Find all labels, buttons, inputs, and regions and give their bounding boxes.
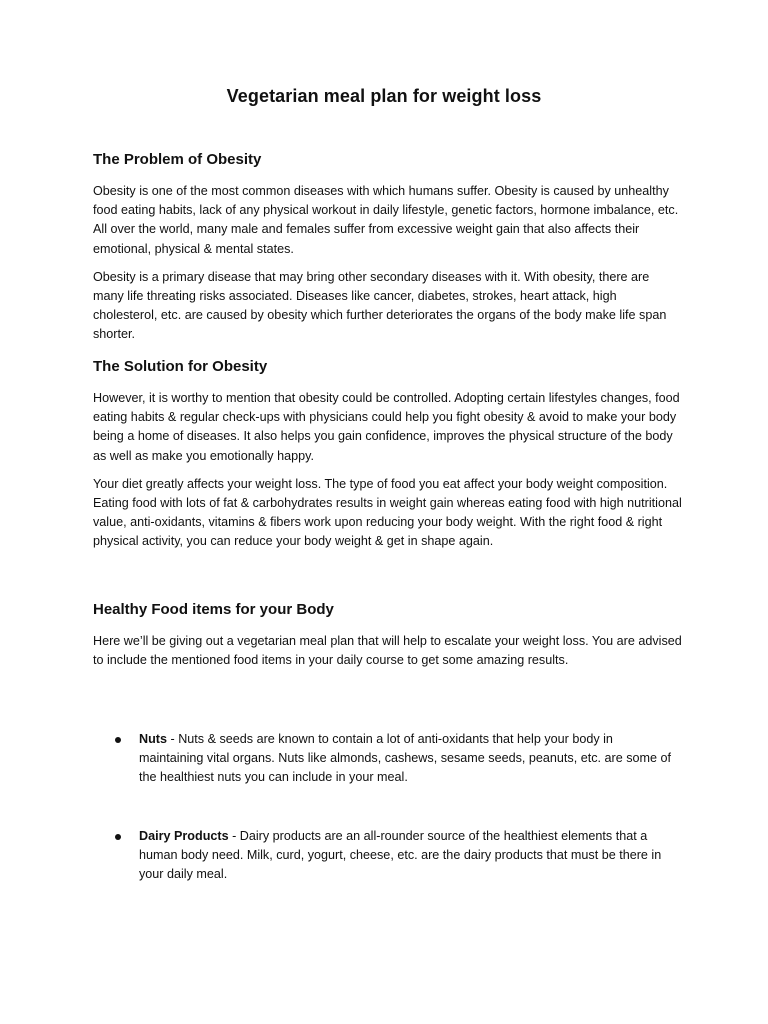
paragraph: Your diet greatly affects your weight loss. The type of food you eat affect your body weight composition. Eating food with lots of fat & carbohydrates results in weight gain whereas eating food with high nutritional value, anti-oxidants, vitamins & fibers work upon reducing your body weight. With the right food & right physical activity, you can reduce your body weight & get in shape again. bbox=[93, 476, 682, 549]
list-item-nuts bbox=[115, 730, 675, 788]
paragraph: Obesity is a primary disease that may bring other secondary diseases with it. With obesity, there are many life threating risks associated. Diseases like cancer, diabetes, strokes, heart attack, high cholesterol, etc. are caused by obesity which further deteriorates the organs of the body make life span shorter. bbox=[93, 269, 667, 342]
list-item-term: Dairy Products bbox=[139, 829, 229, 843]
list-item-description: - Dairy products are an all-rounder source of the healthiest elements that a human body need. Milk, curd, yogurt, cheese, etc. are the dairy products that must be there in your daily meal. bbox=[139, 829, 662, 882]
list-item-description: - Nuts & seeds are known to contain a lot of anti-oxidants that help your body in maintaining vital organs. Nuts like almonds, cashews, sesame seeds, peanuts, etc. are some of the healthiest nuts you can include in your meal. bbox=[139, 732, 671, 785]
bullet-icon bbox=[115, 737, 121, 743]
bullet-icon bbox=[115, 834, 121, 840]
section-problem-of-obesity bbox=[93, 150, 683, 345]
list-item-dairy-products bbox=[115, 827, 675, 885]
section-heading: Healthy Food items for your Body bbox=[93, 601, 334, 618]
document-title: Vegetarian meal plan for weight loss bbox=[226, 86, 542, 106]
list-item-text bbox=[139, 827, 675, 885]
section-heading: The Problem of Obesity bbox=[93, 151, 262, 168]
paragraph: However, it is worthy to mention that obesity could be controlled. Adopting certain lifestyles changes, food eating habits & regular check-ups with physicians could help you fight obesity & avoid to make your body being a home of diseases. It also helps you gain confidence, improves the physical structure of the body as well as make you emotionally happy. bbox=[93, 391, 680, 463]
section-healthy-food-items bbox=[93, 600, 683, 670]
list-item-term: Nuts bbox=[139, 732, 167, 746]
paragraph: Obesity is one of the most common diseases with which humans suffer. Obesity is caused by unhealthy food eating habits, lack of any physical workout in daily lifestyle, genetic factors, hormone imbalance, etc. All over the world, many male and females suffer from excessive weight gain that also affects their emotional, physical & mental states. bbox=[93, 184, 679, 256]
section-heading: The Solution for Obesity bbox=[93, 358, 268, 375]
paragraph: Here we’ll be giving out a vegetarian meal plan that will help to escalate your weight loss. You are advised to include the mentioned food items in your daily course to get some amazing results. bbox=[93, 634, 682, 668]
section-solution-for-obesity bbox=[93, 357, 683, 552]
list-item-text bbox=[139, 730, 675, 788]
